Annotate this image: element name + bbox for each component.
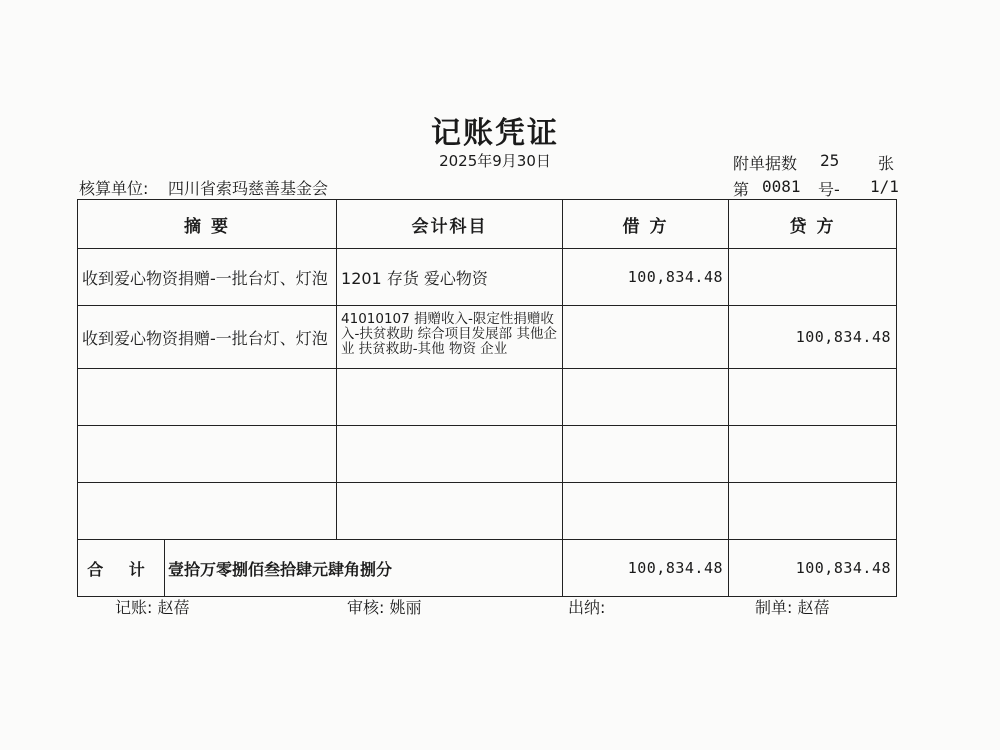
table-row bbox=[78, 306, 897, 369]
table-row bbox=[78, 426, 897, 483]
row-debit bbox=[563, 483, 729, 540]
row-summary bbox=[78, 369, 337, 426]
header-row bbox=[78, 200, 897, 249]
total-label: 合 计 bbox=[78, 540, 165, 597]
header-credit: 贷 方 bbox=[729, 200, 897, 249]
unit-label: 核算单位: bbox=[79, 179, 149, 198]
row-summary: 收到爱心物资捐赠-一批台灯、灯泡 bbox=[78, 306, 337, 369]
row-debit bbox=[563, 426, 729, 483]
row-account bbox=[337, 483, 563, 540]
footer-reviewer: 审核: 姚丽 bbox=[347, 598, 422, 617]
voucher-page: 1/1 bbox=[870, 177, 899, 196]
header-summary: 摘 要 bbox=[78, 200, 337, 249]
unit-name: 四川省索玛慈善基金会 bbox=[168, 179, 329, 198]
table-row bbox=[78, 369, 897, 426]
row-debit: 100,834.48 bbox=[563, 249, 729, 306]
row-debit bbox=[563, 369, 729, 426]
footer-bookkeeper: 记账: 赵蓓 bbox=[115, 598, 190, 617]
row-summary: 收到爱心物资捐赠-一批台灯、灯泡 bbox=[78, 249, 337, 306]
row-account: 1201 存货 爱心物资 bbox=[337, 249, 563, 306]
voucher-date: 2025年9月30日 bbox=[439, 152, 551, 170]
row-credit bbox=[729, 483, 897, 540]
row-credit bbox=[729, 426, 897, 483]
voucher-title: 记账凭证 bbox=[431, 116, 559, 151]
total-credit: 100,834.48 bbox=[729, 540, 897, 597]
total-debit: 100,834.48 bbox=[563, 540, 729, 597]
voucher-no-label: 第 bbox=[733, 180, 750, 199]
total-amount-words: 壹拾万零捌佰叁拾肆元肆角捌分 bbox=[165, 540, 563, 597]
total-row bbox=[78, 540, 897, 597]
voucher-no: 0081 bbox=[762, 177, 801, 196]
attach-label: 附单据数 bbox=[733, 154, 798, 173]
voucher-table bbox=[77, 199, 897, 597]
footer-cashier: 出纳: bbox=[568, 598, 606, 617]
row-account: 41010107 捐赠收入-限定性捐赠收入-扶贫救助 综合项目发展部 其他企业 扶贫救助-其他 物资 企业 bbox=[337, 306, 563, 369]
row-debit bbox=[563, 306, 729, 369]
voucher-no-suffix: 号- bbox=[818, 180, 840, 199]
header-account: 会计科目 bbox=[337, 200, 563, 249]
row-credit bbox=[729, 249, 897, 306]
row-summary bbox=[78, 483, 337, 540]
row-account bbox=[337, 426, 563, 483]
row-account bbox=[337, 369, 563, 426]
row-credit: 100,834.48 bbox=[729, 306, 897, 369]
header-debit: 借 方 bbox=[563, 200, 729, 249]
row-summary bbox=[78, 426, 337, 483]
row-credit bbox=[729, 369, 897, 426]
attach-count: 25 bbox=[820, 151, 840, 170]
table-row bbox=[78, 249, 897, 306]
footer-preparer: 制单: 赵蓓 bbox=[755, 598, 830, 617]
table-row bbox=[78, 483, 897, 540]
attach-unit: 张 bbox=[878, 154, 895, 173]
